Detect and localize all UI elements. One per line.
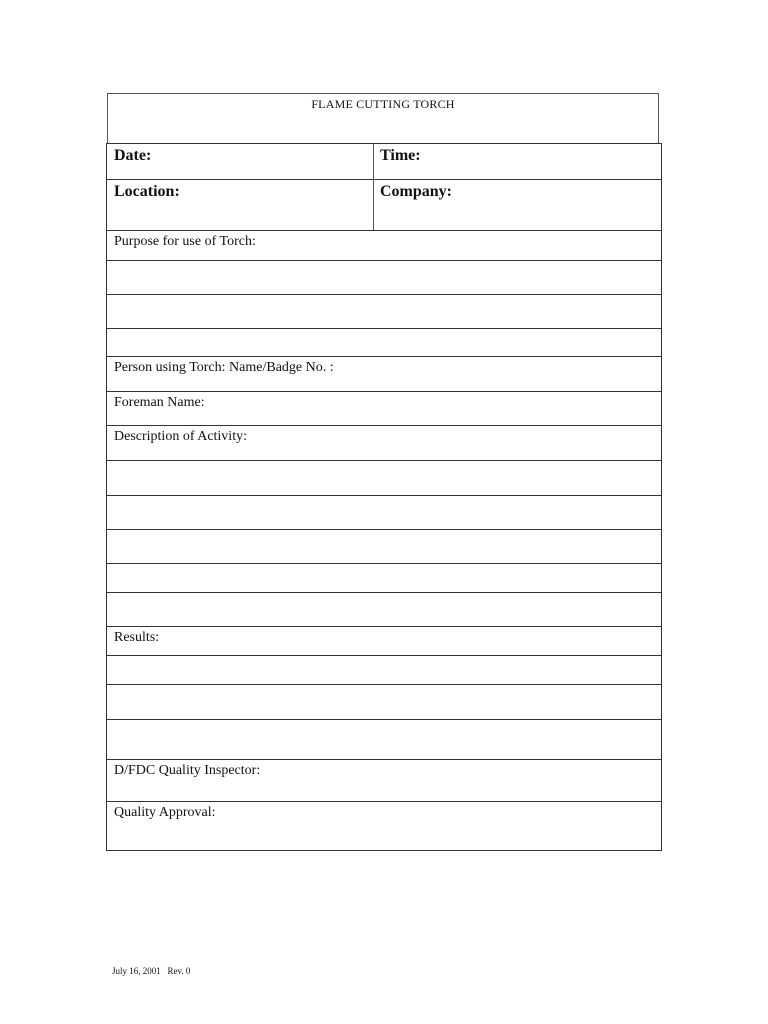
row-foreman [107,391,661,426]
row-description [107,425,661,461]
blank-line[interactable] [107,529,661,564]
row-approval [107,801,661,852]
approval-label: Quality Approval: [114,805,216,820]
blank-line[interactable] [107,719,661,760]
time-label: Time: [380,147,421,164]
date-label: Date: [114,147,152,164]
footer-date-revision: July 16, 2001 Rev. 0 [112,966,191,976]
row-person [107,356,661,392]
blank-line[interactable] [107,328,661,357]
purpose-label: Purpose for use of Torch: [114,234,256,249]
form-title: FLAME CUTTING TORCH [311,97,455,111]
blank-line[interactable] [107,460,661,496]
blank-line[interactable] [107,563,661,593]
row-location-company [107,179,661,231]
blank-line[interactable] [107,655,661,685]
row-inspector [107,759,661,802]
form-table [106,143,662,851]
location-label: Location: [114,183,180,200]
company-label: Company: [380,183,453,200]
description-label: Description of Activity: [114,429,247,444]
form-title-box [107,93,659,143]
blank-line[interactable] [107,495,661,530]
row-results [107,626,661,656]
results-label: Results: [114,630,160,645]
blank-line[interactable] [107,294,661,329]
blank-line[interactable] [107,592,661,627]
blank-line[interactable] [107,684,661,720]
foreman-label: Foreman Name: [114,395,205,410]
person-label: Person using Torch: Name/Badge No. : [114,360,334,375]
inspector-label: D/FDC Quality Inspector: [114,763,261,778]
blank-line[interactable] [107,260,661,295]
row-date-time [107,144,661,179]
row-purpose [107,230,661,261]
